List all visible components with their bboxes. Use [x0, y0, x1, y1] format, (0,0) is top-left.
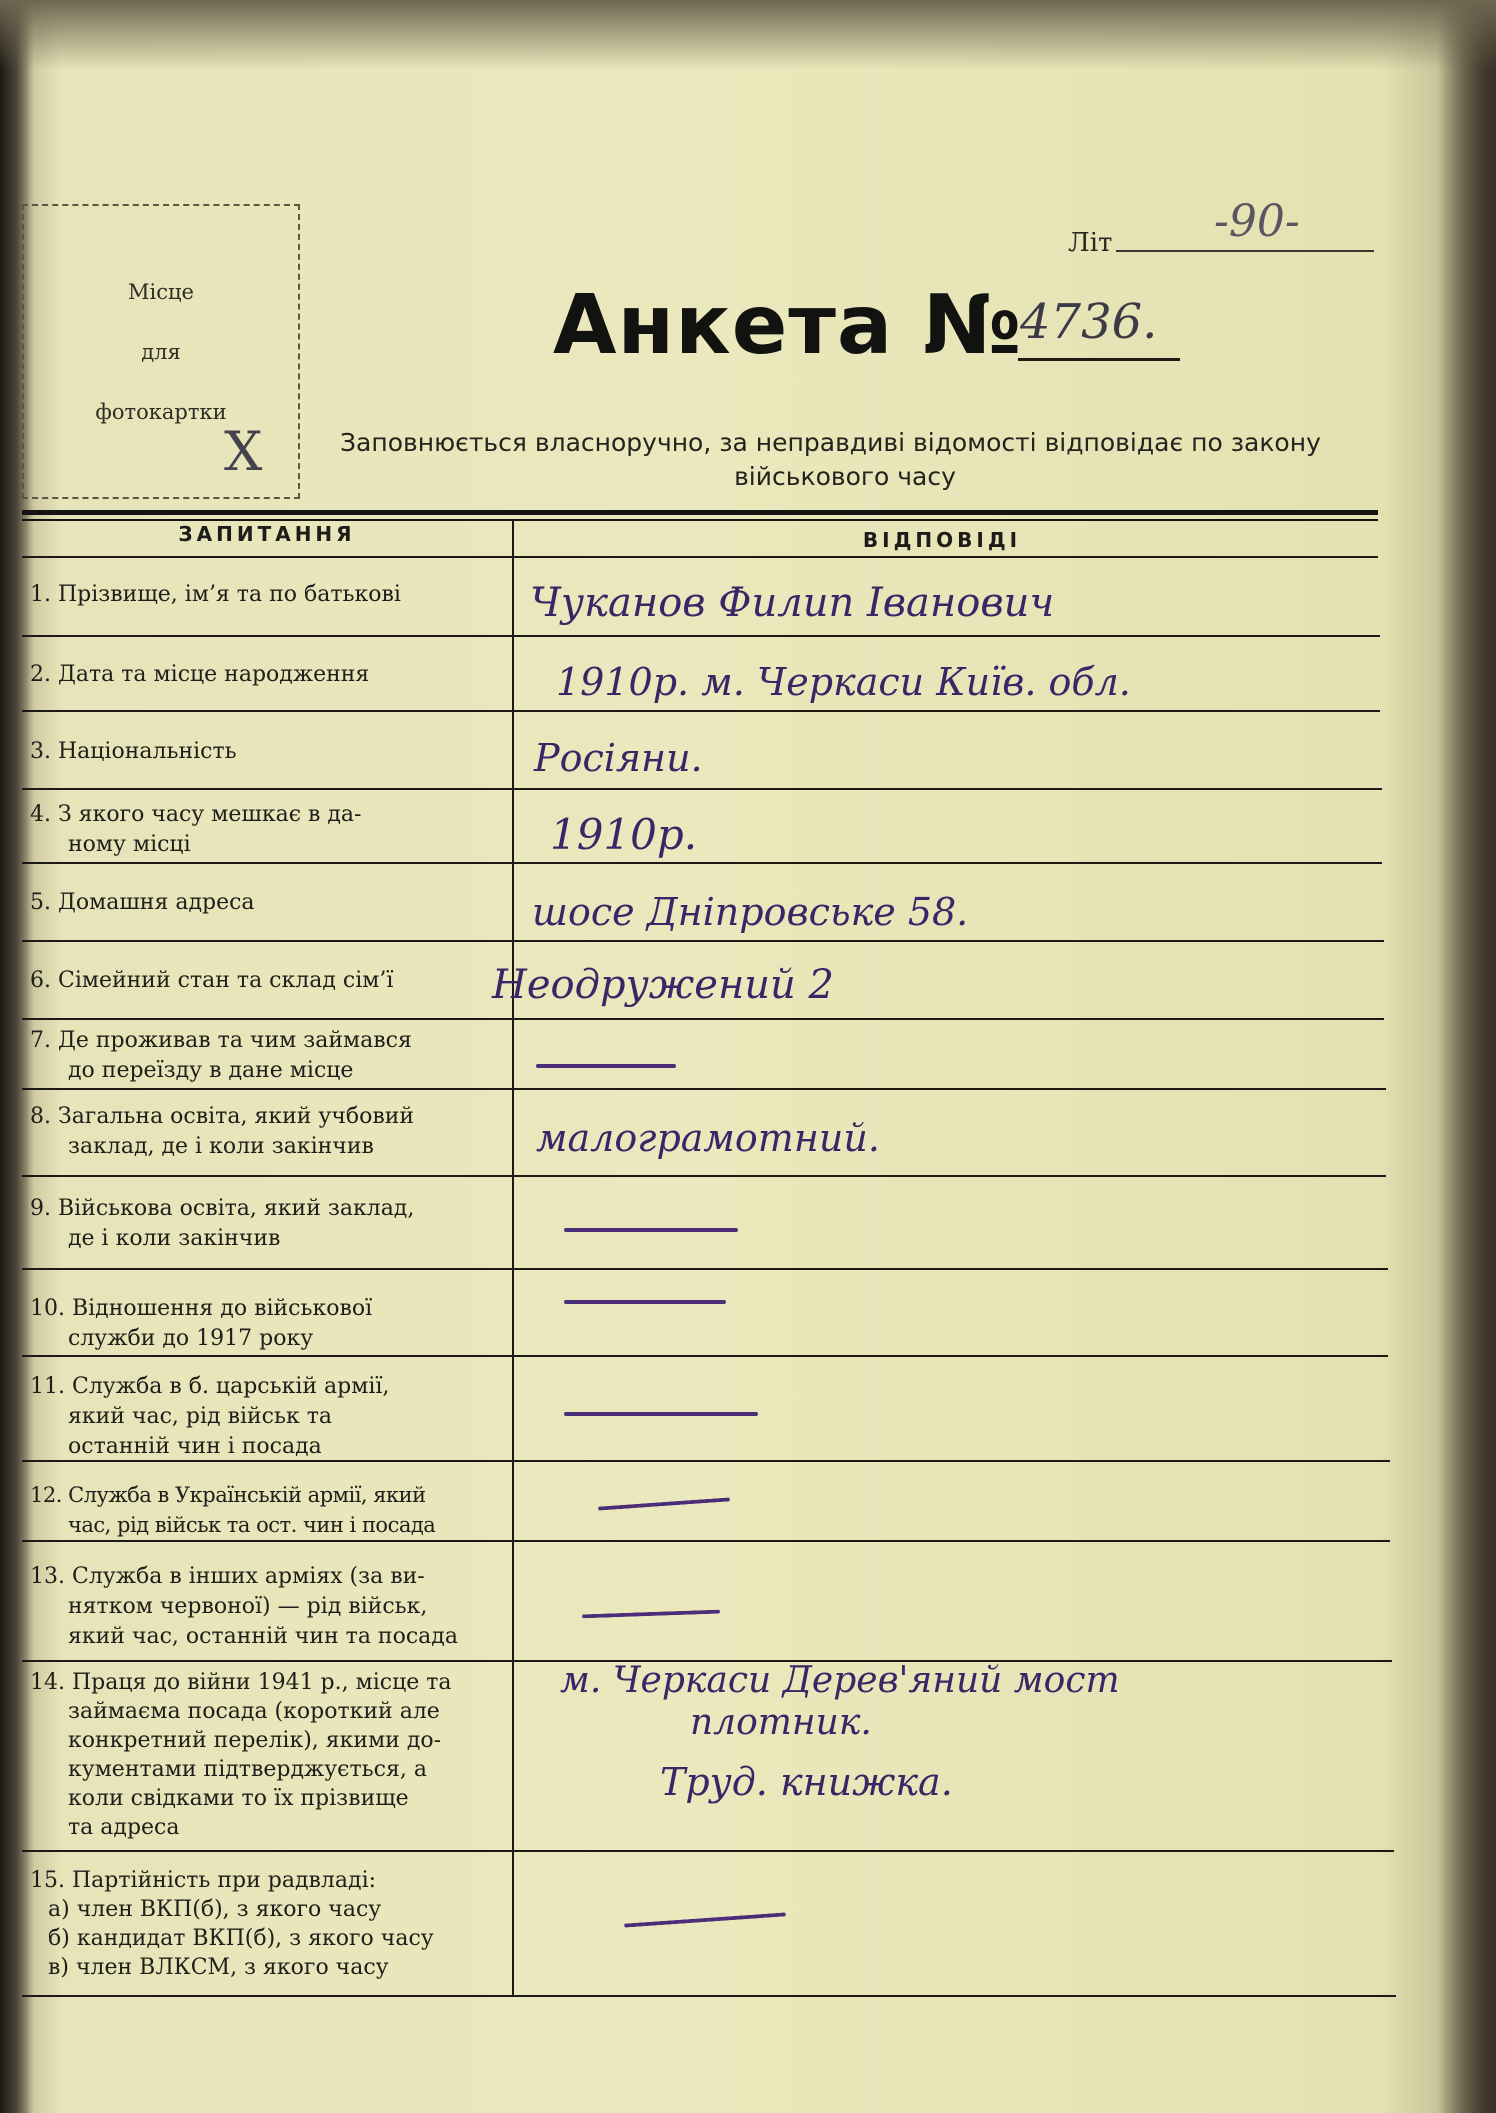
question-text: 5. Домашня адреса [30, 890, 255, 915]
top-shadow [0, 0, 1496, 70]
answer-14-line-1: м. Черкаси Дерев'яний мост [560, 1660, 1120, 1701]
question-12 [30, 1480, 508, 1540]
question-15 [30, 1866, 508, 1982]
question-text: 2. Дата та місце народження [30, 662, 370, 687]
question-line: 9. Військова освіта, який заклад, [30, 1196, 415, 1221]
row-line [22, 862, 1382, 864]
answer-7-dash [536, 1064, 676, 1068]
question-line: 11. Служба в б. царській армії, [30, 1374, 390, 1399]
question-line: останній чин і посада [68, 1434, 322, 1459]
answer-2: 1910р. м. Черкаси Київ. обл. [556, 660, 1131, 704]
question-text: 1. Прізвище, ім’я та по батькові [30, 582, 401, 607]
answer-5: шосе Дніпровське 58. [532, 890, 969, 934]
question-line: займаєма посада (короткий але [68, 1699, 440, 1724]
question-1 [30, 580, 508, 610]
answer-14-line-3: Труд. книжка. [660, 1760, 953, 1804]
row-line [22, 788, 1382, 790]
table-top-rule-thin [22, 519, 1378, 521]
question-text: 6. Сімейний стан та склад сім’ї [30, 968, 394, 993]
form-title: Анкета № [553, 278, 1023, 373]
answer-4: 1910р. [550, 810, 698, 859]
question-line: 4. З якого часу мешкає в да- [30, 802, 362, 827]
question-6 [30, 966, 508, 996]
question-line: коли свідками то їх прізвище [68, 1786, 409, 1811]
row-line [22, 1018, 1384, 1020]
row-line [22, 1540, 1390, 1542]
lit-underline [1116, 250, 1374, 252]
form-number-underline [1018, 358, 1180, 361]
question-line: який час, рід військ та [68, 1404, 332, 1429]
question-10 [30, 1294, 508, 1354]
question-line: до переїзду в дане місце [68, 1058, 354, 1083]
question-line: 8. Загальна освіта, який учбовий [30, 1104, 415, 1129]
header-rule [22, 556, 1378, 558]
header-answers: ВІДПОВІДІ [862, 528, 1022, 552]
photo-label-3: фотокартки [95, 400, 227, 424]
question-3 [30, 737, 508, 767]
question-line: б) кандидат ВКП(б), з якого часу [48, 1926, 434, 1951]
question-4 [30, 800, 508, 860]
question-line: 10. Відношення до військової [30, 1296, 373, 1321]
question-line: кументами підтверджується, а [68, 1757, 427, 1782]
question-line: служби до 1917 року [68, 1326, 314, 1351]
question-11 [30, 1372, 508, 1462]
form-number: 4736. [1020, 294, 1158, 350]
row-line [22, 1175, 1386, 1177]
answer-9-dash [564, 1228, 738, 1232]
row-line [22, 1995, 1396, 1997]
question-line: 13. Служба в інших арміях (за ви- [30, 1564, 425, 1589]
question-line: який час, останній чин та посада [68, 1624, 458, 1649]
answer-10-dash [564, 1300, 726, 1304]
lit-label: Літ [1068, 228, 1113, 258]
photo-label-1: Місце [128, 280, 194, 304]
answer-1: Чуканов Филип Іванович [530, 580, 1055, 626]
question-line: заклад, де і коли закінчив [68, 1134, 374, 1159]
lit-number: -90- [1214, 196, 1300, 247]
question-line: та адреса [68, 1815, 180, 1840]
question-9 [30, 1194, 508, 1254]
row-line [22, 1850, 1394, 1852]
question-text: 3. Національність [30, 739, 237, 764]
column-divider [512, 520, 514, 1996]
question-line: де і коли закінчив [68, 1226, 281, 1251]
table-top-rule [22, 510, 1378, 515]
subtitle-line-1: Заповнюється власноручно, за неправдиві відомості відповідає по закону [340, 428, 1321, 457]
question-14 [30, 1668, 508, 1842]
question-13 [30, 1562, 508, 1652]
question-8 [30, 1102, 508, 1162]
question-line: 12. Служба в Українській армії, який [30, 1483, 426, 1507]
answer-14-line-2: плотник. [690, 1702, 872, 1743]
answer-3: Росіяни. [534, 736, 703, 780]
question-line: конкретний перелік), якими до- [68, 1728, 442, 1753]
page-shadow [1436, 0, 1496, 2113]
header-questions: ЗАПИТАННЯ [178, 522, 356, 546]
answer-6: Неодружений 2 [492, 962, 834, 1008]
question-2 [30, 660, 508, 690]
photo-label-2: для [141, 340, 181, 364]
row-line [22, 1355, 1388, 1357]
question-line: 14. Праця до війни 1941 р., місце та [30, 1670, 452, 1695]
row-line [22, 1268, 1388, 1270]
question-line: в) член ВЛКСМ, з якого часу [48, 1955, 389, 1980]
row-line [22, 940, 1384, 942]
question-line: час, рід військ та ост. чин і посада [68, 1513, 436, 1537]
question-line: 7. Де проживав та чим займався [30, 1028, 412, 1053]
row-line [22, 710, 1380, 712]
photo-cross-mark: X [224, 420, 263, 483]
question-line: 15. Партійність при радвладі: [30, 1868, 377, 1893]
row-line [22, 1088, 1386, 1090]
question-line: нятком червоної) — рід військ, [68, 1594, 428, 1619]
question-5 [30, 888, 508, 918]
question-line: а) член ВКП(б), з якого часу [48, 1897, 382, 1922]
question-line: ному місці [68, 832, 191, 857]
row-line [22, 635, 1380, 637]
subtitle-line-2: військового часу [734, 462, 956, 491]
answer-8: малограмотний. [536, 1116, 880, 1160]
question-7 [30, 1026, 508, 1086]
answer-11-dash [564, 1412, 758, 1416]
